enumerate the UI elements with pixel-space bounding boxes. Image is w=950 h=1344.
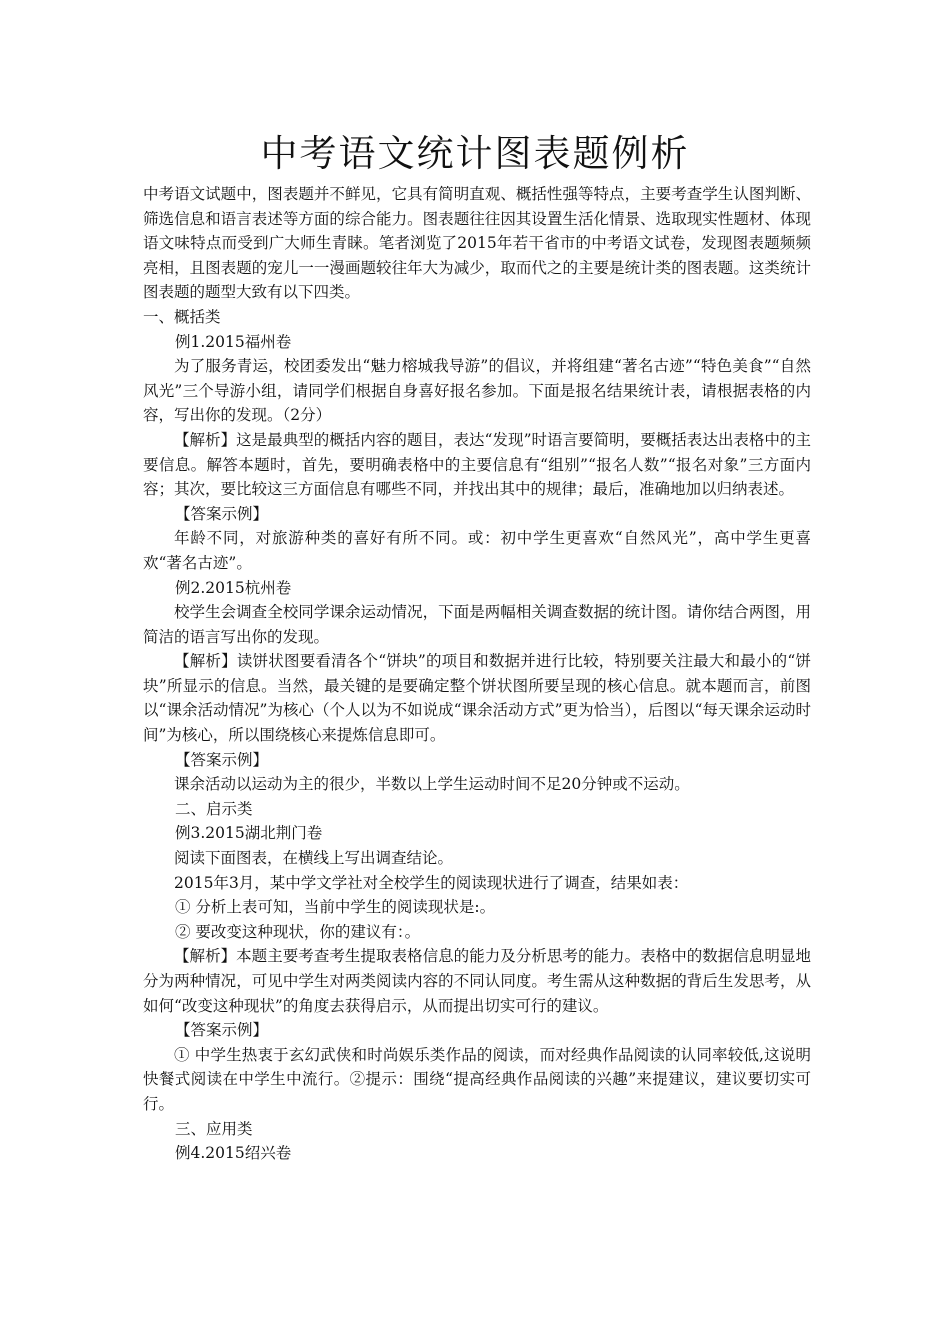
question-paragraph-2: 校学生会调查全校同学课余运动情况，下面是两幅相关调查数据的统计图。请你结合两图，用简洁的语言写出你的发现。 <box>143 603 811 646</box>
question-item-1: ① 分析上表可知，当前中学生的阅读现状是:。 <box>175 898 496 917</box>
question-paragraph-3: 阅读下面图表，在横线上写出调查结论。 <box>174 849 454 868</box>
article-body <box>143 182 811 1166</box>
answer-label-1: 【答案示例】 <box>175 504 269 523</box>
analysis-paragraph-2: 【解析】读饼状图要看清各个“饼块”的项目和数据并进行比较，特别要关注最大和最小的“饼块”所显示的信息。当然，最关键的是要确定整个饼状图所要呈现的核心信息。就本题而言，前图以“课余活动情况”为核心（个人以为不如说成“课余活动方式”更为恰当），后图以“每天课余运动时间”为核心，所以围绕核心来提炼信息即可。 <box>143 652 811 745</box>
answer-label-3: 【答案示例】 <box>175 1021 269 1040</box>
page-title: 中考语文统计图表题例析 <box>260 131 690 175</box>
section-heading-inspiration: 二、启示类 <box>175 799 253 818</box>
answer-label-2: 【答案示例】 <box>175 750 269 769</box>
question-paragraph-1: 为了服务青运，校团委发出“魅力榕城我导游”的倡议，并将组建“著名古迹”“特色美食”“自然风光”三个导游小组，请同学们根据自身喜好报名参加。下面是报名结果统计表，请根据表格的内容，写出你的发现。（2分） <box>143 357 811 425</box>
intro-paragraph: 中考语文试题中，图表题并不鲜见，它具有简明直观、概括性强等特点，主要考查学生认图判断、筛选信息和语言表述等方面的综合能力。图表题往往因其设置生活化情景、选取现实性题材、体现语文味特点而受到广大师生青睐。笔者浏览了2015年若干省市的中考语文试卷，发现图表题频频亮相，且图表题的宠儿一一漫画题较往年大为减少，取而代之的主要是统计类的图表题。这类统计图表题的题型大致有以下四类。 <box>143 185 811 302</box>
section-heading-application: 三、应用类 <box>175 1119 253 1138</box>
analysis-paragraph-3: 【解析】本题主要考查考生提取表格信息的能力及分析思考的能力。表格中的数据信息明显地分为两种情况，可见中学生对两类阅读内容的不同认同度。考生需从这种数据的背后生发思考，从如何“改变这种现状”的角度去获得启示，从而提出切实可行的建议。 <box>143 947 811 1015</box>
survey-paragraph-3: 2015年3月，某中学文学社对全校学生的阅读现状进行了调查，结果如表： <box>174 873 689 892</box>
answer-paragraph-1: 年龄不同，对旅游种类的喜好有所不同。或：初中学生更喜欢“自然风光”，高中学生更喜欢“著名古迹”。 <box>143 529 811 572</box>
question-item-2: ② 要改变这种现状，你的建议有：。 <box>175 922 421 941</box>
example-heading-4: 例4.2015绍兴卷 <box>175 1144 292 1163</box>
answer-paragraph-2: 课余活动以运动为主的很少，半数以上学生运动时间不足20分钟或不运动。 <box>174 775 690 794</box>
example-heading-3: 例3.2015湖北荆门卷 <box>175 824 323 843</box>
example-heading-1: 例1.2015福州卷 <box>175 332 292 351</box>
example-heading-2: 例2.2015杭州卷 <box>175 578 292 597</box>
analysis-paragraph-1: 【解析】这是最典型的概括内容的题目，表达“发现”时语言要简明，要概括表达出表格中的主要信息。解答本题时，首先，要明确表格中的主要信息有“组别”“报名人数”“报名对象”三方面内容；其次，要比较这三方面信息有哪些不同，并找出其中的规律；最后，准确地加以归纳表述。 <box>143 430 811 499</box>
section-heading-summary: 一、概括类 <box>143 307 221 326</box>
answer-paragraph-3: ① 中学生热衷于玄幻武侠和时尚娱乐类作品的阅读，而对经典作品阅读的认同率较低,这说明快餐式阅读在中学生中流行。②提示：围绕“提高经典作品阅读的兴趣”来提建议，建议要切实可行。 <box>143 1045 811 1113</box>
